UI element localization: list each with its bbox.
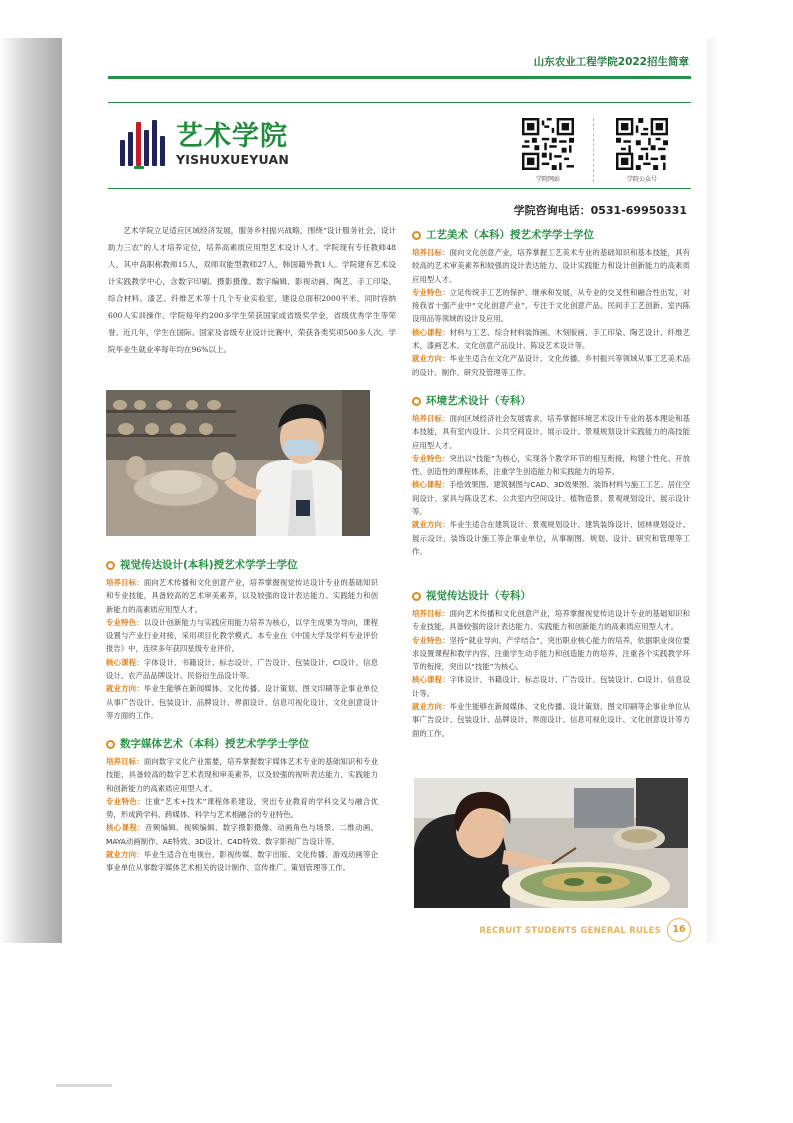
section-digital-media-art xyxy=(106,737,378,875)
section-title: 视觉传达设计（专科） xyxy=(412,589,690,604)
qr-rule xyxy=(108,188,691,189)
brochure-page xyxy=(62,38,707,943)
section-visual-design-associate xyxy=(412,589,690,740)
para-feature: 专业特色：坚持“就业导向、产学结合”，突出职业核心能力的培养，依据职业岗位要求设置课程和教学内容，注重学生动手能力和创造能力的培养，注重各个实践教学环节的衔接，突出以“技能”为核心。 xyxy=(412,635,690,672)
para-career: 就业方向：毕业生适合在建筑设计、景观规划设计、建筑装饰设计、园林规划设计、展示设计、装饰设计施工等企事业单位，从事制图、规划、设计、研究和管理等工作。 xyxy=(412,520,690,556)
qr-divider xyxy=(593,118,594,182)
consult-phone: 学院咨询电话：0531-69950331 xyxy=(513,204,687,217)
page-number: 16 xyxy=(667,918,691,942)
college-intro: 艺术学院立足适应区域经济发展，服务乡村振兴战略，围绕“设计服务社会，设计助力三农”的人才培养定位，培养高素质应用型艺术设计人才。学院现有专任教师48人，其中高职称教师15人，双师双能型教师27人，韩国籍外教1人。学院建有艺术设计实践教学中心，含数字印刷、摄影摄像、数字编辑、影视动画、陶艺、手工印染、综合材料、漆艺、纤维艺术等十几个专业实验室，建设总面积2000平米，同时容纳600人实训操作。学院每年约200多学生荣获国家或省级奖学金，省级优秀学生等荣誉。近几年，学生在国际、国家及省级专业设计比赛中，荣获各类奖项500多人次。学院毕业生就业率每年均在96%以上。 xyxy=(108,226,396,354)
page-bottom-mark xyxy=(56,1084,112,1087)
para-career: 就业方向：毕业生能够在新闻媒体、文化传播、设计策划、图文印刷等企事业单位从事广告设计、包装设计、品牌设计、界面设计、信息可视化设计、文化创意设计等方面的工作。 xyxy=(412,702,690,738)
para-courses: 核心课程：手绘效果图、建筑制图与CAD、3D效果图、装饰材料与施工工艺、居住空间设计、家具与陈设艺术、公共室内空间设计、植物造景、景观规划设计、展示设计等。 xyxy=(412,480,690,517)
para-goal: 培养目标：面向艺术传播和文化创意产业，培养掌握视觉传达设计专业的基础知识和专业技能，具备较高的艺术审美素养，以及较强的设计表达能力、实践能力和创新能力的高素质应用型人才。 xyxy=(106,578,378,614)
qr-caption-wechat: 学院公众号 xyxy=(626,176,657,183)
college-logo xyxy=(118,116,174,166)
section-environmental-design xyxy=(412,394,690,558)
para-goal: 培养目标：面向数字文化产业需要，培养掌握数字媒体艺术专业的基础知识和专业技能，具备较高的数字艺术表现和审美素养，以及较强的视听表达能力、实践能力和创新能力的高素质应用型人才。 xyxy=(106,757,378,793)
para-goal: 培养目标：面向文化创意产业，培养掌握工艺美术专业的基础知识和基本技能，具有较高的艺术审美素养和较强的设计表达能力、设计实践能力和设计创新能力的高素质应用型人才。 xyxy=(412,248,690,284)
header-rule xyxy=(108,76,691,79)
para-career: 就业方向：毕业生能够在新闻媒体、文化传播、设计策划、图文印刷等企事业单位从事广告设计、包装设计、品牌设计、界面设计、信息可视化设计、文化创意设计等方面的工作。 xyxy=(106,684,378,720)
ring-bullet-icon xyxy=(106,561,115,570)
para-courses: 核心课程：字体设计、书籍设计、标志设计、广告设计、包装设计、CI设计、信息设计、农产品品牌设计、民俗衍生品设计等。 xyxy=(106,657,378,681)
para-courses: 核心课程：音频编辑、视频编辑、数字摄影摄像、动画角色与场景、二维动画、MAYA动画制作、AE特效、3D设计、C4D特效、数字影视广告设计等。 xyxy=(106,823,378,846)
qr-code-wechat[interactable] xyxy=(616,118,668,170)
college-pinyin: YISHUXUEYUAN xyxy=(176,152,289,167)
section-visual-design-bachelor xyxy=(106,558,378,722)
para-courses: 核心课程：字体设计、书籍设计、标志设计、广告设计、包装设计、CI设计、信息设计等。 xyxy=(412,675,690,698)
footer-text: RECRUIT STUDENTS GENERAL RULES xyxy=(479,926,661,936)
para-career: 就业方向：毕业生适合在电视台、影视传媒、数字出版、文化传播、游戏动画等企事业单位从事数字媒体艺术相关的设计制作、宣传推广、策划管理等工作。 xyxy=(106,850,378,873)
para-courses: 核心课程：材料与工艺、综合材料装饰画、木刻版画、手工印染、陶艺设计、纤维艺术、漆画艺术、文化创意产品设计、陈设艺术设计等。 xyxy=(412,327,690,351)
para-feature: 专业特色：以设计创新能力与实践应用能力培养为核心，以学生成果为导向，课程设置与产业行业对接，采用项目化教学模式。本专业在《中国大学及学科专业评价报告》中，连续多年获四星级专业评价。 xyxy=(106,617,378,654)
ring-bullet-icon xyxy=(412,231,421,240)
section-title: 环境艺术设计（专科） xyxy=(412,394,690,409)
section-title: 工艺美术（本科）授艺术学学士学位 xyxy=(412,228,690,243)
ring-bullet-icon xyxy=(106,740,115,749)
ring-bullet-icon xyxy=(412,592,421,601)
para-goal: 培养目标：面向艺术传播和文化创意产业，培养掌握视觉传达设计专业的基础知识和专业技能，具备较强的设计表达能力、实践能力和创新能力的高素质应用型人才。 xyxy=(412,609,690,632)
para-goal: 培养目标：面向区域经济社会发展需求，培养掌握环境艺术设计专业的基本理论和基本技能，具有室内设计、公共空间设计、展示设计、景观规划设计实践能力的高技能应用型人才。 xyxy=(412,414,690,450)
qr-code-website[interactable] xyxy=(522,118,574,170)
section-title: 视觉传达设计(本科)授艺术学学士学位 xyxy=(106,558,378,573)
para-career: 就业方向：毕业生适合在文化产品设计、文化传播、乡村振兴等领域从事工艺美术品的设计、制作、研究及管理等工作。 xyxy=(412,354,690,377)
ring-bullet-icon xyxy=(412,397,421,406)
section-title: 数字媒体艺术（本科）授艺术学学士学位 xyxy=(106,737,378,752)
para-feature: 专业特色：立足传统手工艺的保护、继承和发展，从专业的交叉性和融合性出发，对接我省十强产业中“文化创意产业”，专注于文化创意产品、民间手工艺创新、室内陈设用品等领域的设计及应用。 xyxy=(412,287,690,324)
photo-pottery-student xyxy=(106,390,370,536)
page-shadow xyxy=(0,38,62,943)
header-rule-thin xyxy=(108,102,691,103)
section-arts-crafts xyxy=(412,228,690,379)
header-title: 山东农业工程学院2022招生简章 xyxy=(533,56,689,68)
para-feature: 专业特色：突出以“技能”为核心，实现各个教学环节的相互衔接，构建个性化、开放性、创造性的课程体系，注重学生创造能力和实践能力的培养。 xyxy=(412,453,690,477)
para-feature: 专业特色：注重“艺术+技术”课程体系建设，突出专业教育的学科交叉与融合优势，形成跨学科、跨媒体、科学与艺术相融合的专业特色。 xyxy=(106,796,378,820)
college-name: 艺术学院 xyxy=(176,121,288,152)
qr-caption-website: 学院网站 xyxy=(535,176,560,183)
page-edge xyxy=(707,38,721,943)
photo-painting-student xyxy=(414,778,688,908)
